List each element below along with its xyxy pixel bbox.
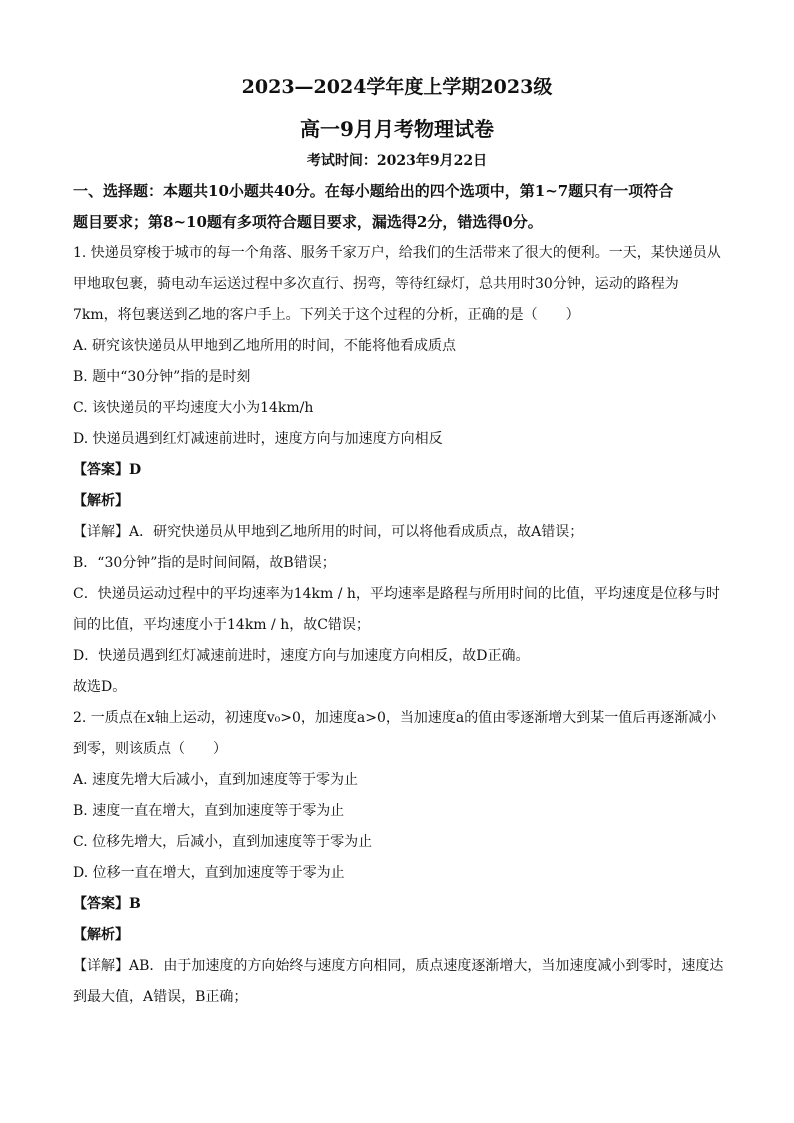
q2-answer: 【答案】B — [73, 896, 141, 912]
q2-option-b: B. 速度一直在增大，直到加速度等于零为止 — [73, 803, 345, 819]
q2-option-a: A. 速度先增大后减小，直到加速度等于零为止 — [73, 772, 359, 788]
q1-detail-line-1: 【详解】A．研究快递员从甲地到乙地所用的时间，可以将他看成质点，故A错误； — [73, 524, 584, 540]
q2-option-d: D. 位移一直在增大，直到加速度等于零为止 — [73, 865, 345, 881]
exam-subtitle: 高一9月月考物理试卷 — [300, 117, 494, 141]
q2-detail-line-2: 到最大值，A错误，B正确； — [73, 989, 248, 1005]
section-heading-line-2: 题目要求；第8~10题有多项符合题目要求，漏选得2分，错选得0分。 — [73, 213, 543, 231]
q1-stem-line-2: 甲地取包裹，骑电动车运送过程中多次直行、拐弯，等待红绿灯，总共用时30分钟，运动的路程为 — [73, 276, 679, 292]
q1-option-c: C. 该快递员的平均速度大小为14km/h — [73, 400, 314, 416]
q1-option-a: A. 研究该快递员从甲地到乙地所用的时间，不能将他看成质点 — [73, 338, 457, 354]
q1-detail-line-4: 间的比值，平均速度小于14km / h，故C错误； — [73, 617, 370, 633]
exam-time: 考试时间：2023年9月22日 — [306, 153, 488, 169]
q2-analysis-label: 【解析】 — [73, 927, 129, 943]
q2-stem-line-1: 2. 一质点在x轴上运动，初速度v₀>0，加速度a>0，当加速度a的值由零逐渐增大到某一值后再逐渐减小 — [73, 710, 717, 726]
q1-option-d: D. 快递员遇到红灯减速前进时，速度方向与加速度方向相反 — [73, 431, 443, 447]
q1-detail-line-2: B．“30分钟”指的是时间间隔，故B错误； — [73, 555, 336, 571]
exam-title: 2023—2024学年度上学期2023级 — [241, 76, 553, 98]
q1-detail-line-5: D．快递员遇到红灯减速前进时，速度方向与加速度方向相反，故D正确。 — [73, 648, 530, 664]
q1-answer: 【答案】D — [73, 462, 142, 478]
q1-detail-line-3: C．快递员运动过程中的平均速率为14km / h，平均速率是路程与所用时间的比值，平均速度是位移与时 — [73, 586, 720, 602]
q1-stem-line-3: 7km，将包裹送到乙地的客户手上。下列关于这个过程的分析，正确的是（ ） — [73, 307, 580, 323]
q2-detail-line-1: 【详解】AB．由于加速度的方向始终与速度方向相同，质点速度逐渐增大，当加速度减小到零时，速度达 — [73, 958, 724, 974]
section-heading-line-1: 一、选择题：本题共10小题共40分。在每小题给出的四个选项中，第1~7题只有一项符合 — [73, 182, 674, 200]
q1-analysis-label: 【解析】 — [73, 493, 129, 509]
q2-stem-line-2: 到零，则该质点（ ） — [73, 741, 227, 757]
q1-conclusion: 故选D。 — [73, 679, 127, 695]
q1-option-b: B. 题中“30分钟”指的是时刻 — [73, 369, 251, 385]
q1-stem-line-1: 1. 快递员穿梭于城市的每一个角落、服务千家万户，给我们的生活带来了很大的便利。一天，某快递员从 — [73, 245, 721, 261]
q2-option-c: C. 位移先增大，后减小，直到加速度等于零为止 — [73, 834, 373, 850]
